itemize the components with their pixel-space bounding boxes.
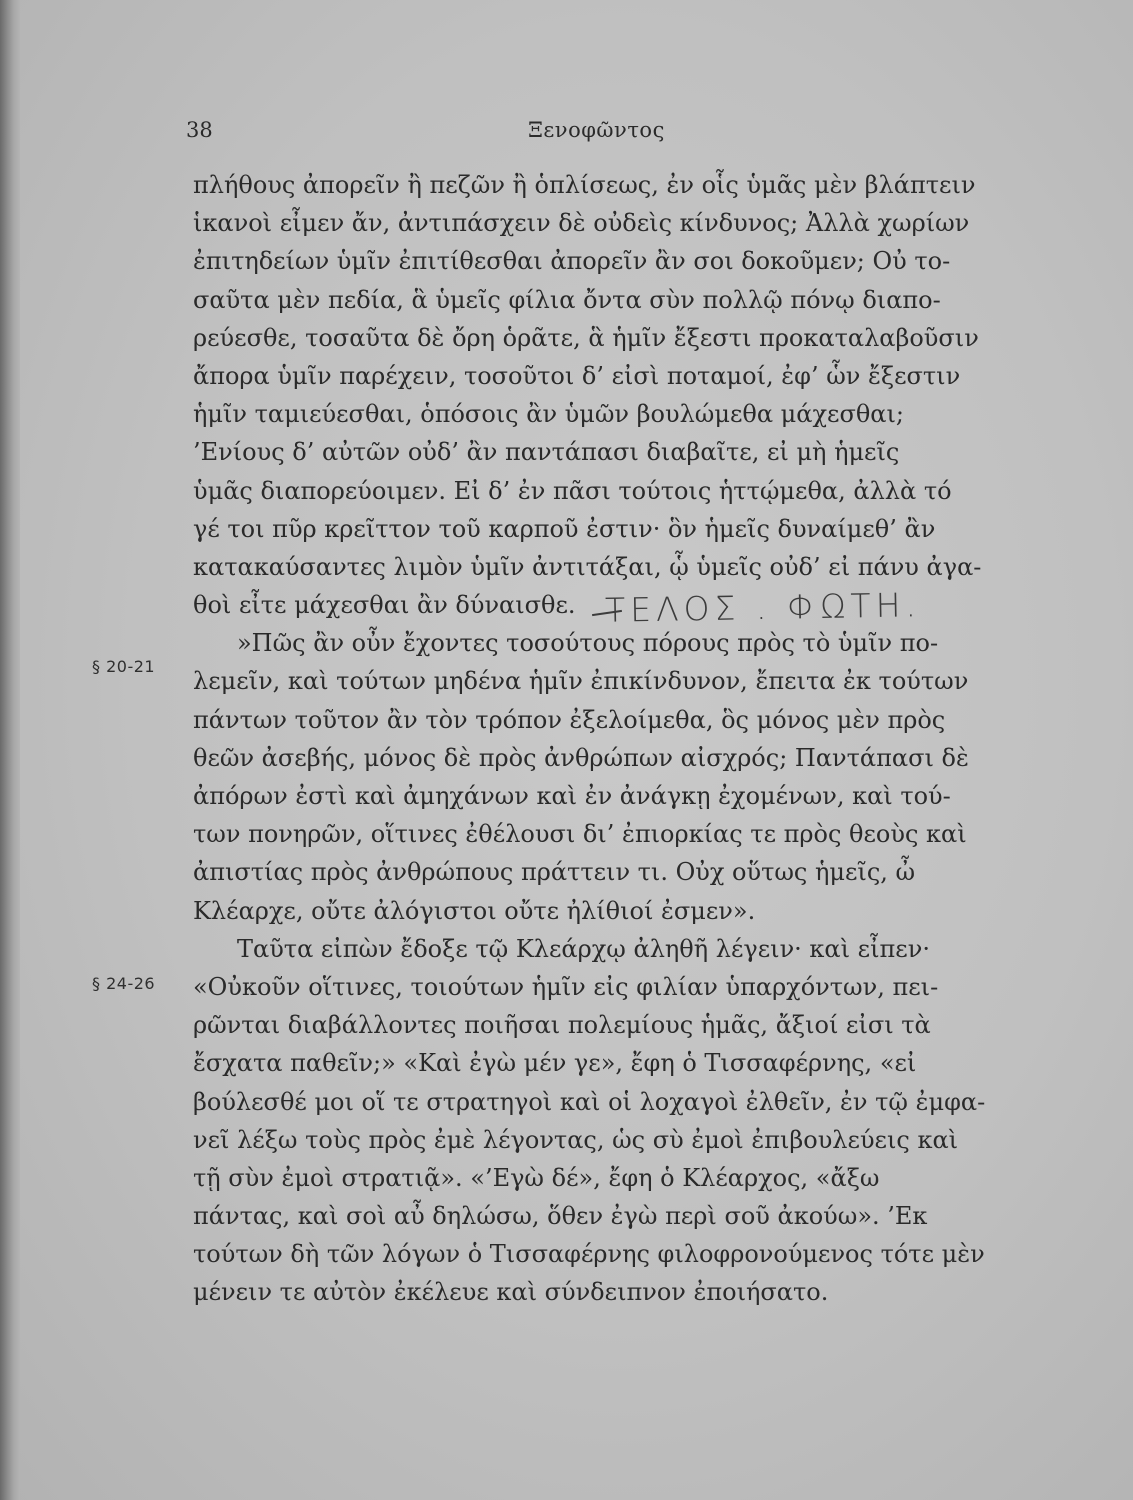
text-line: των πονηρῶν, οἵτινες ἐθέλουσι δι’ ἐπιορκίας τε πρὸς θεοὺς καὶ <box>193 820 967 849</box>
text-line: Κλέαρχε, οὔτε ἀλόγιστοι οὔτε ἠλίθιοί ἐσμεν». <box>193 896 756 925</box>
running-head-title: Ξενοφῶντος <box>528 118 665 142</box>
text-line: πάντας, καὶ σοὶ αὖ δηλώσω, ὅθεν ἐγὼ περὶ σοῦ ἀκούω». ’Εκ <box>193 1202 928 1231</box>
text-line: τῇ σὺν ἐμοὶ στρατιᾷ». «’Εγὼ δέ», ἔφη ὁ Κλέαρχος, «ἄξω <box>193 1163 880 1192</box>
text-line: γέ τοι πῦρ κρεῖττον τοῦ καρποῦ ἐστιν· ὃν ἡμεῖς δυναίμεθ’ ἂν <box>193 514 936 543</box>
text-line: λεμεῖν, καὶ τούτων μηδένα ἡμῖν ἐπικίνδυνον, ἔπειτα ἐκ τούτων <box>193 667 969 696</box>
paragraph-first-line: Ταῦτα εἰπὼν ἔδοξε τῷ Κλεάρχῳ ἀληθῆ λέγειν· καὶ εἶπεν· <box>237 934 930 963</box>
text-line: πάντων τοῦτον ἂν τὸν τρόπον ἐξελοίμεθα, ὃς μόνος μὲν πρὸς <box>193 705 946 734</box>
text-line: βούλεσθέ μοι οἵ τε στρατηγοὶ καὶ οἱ λοχαγοὶ ἐλθεῖν, ἐν τῷ ἐμφα- <box>193 1087 986 1116</box>
text-line: ἡμῖν ταμιεύεσθαι, ὁπόσοις ἂν ὑμῶν βουλώμεθα μάχεσθαι; <box>193 400 904 429</box>
margin-note-section-24-26: § 24-26 <box>92 974 156 993</box>
text-line: ἐπιτηδείων ὑμῖν ἐπιτίθεσθαι ἀπορεῖν ἂν σοι δοκοῦμεν; Οὐ το- <box>193 247 951 276</box>
text-line: ρεύεσθε, τοσαῦτα δὲ ὄρη ὁρᾶτε, ἃ ἡμῖν ἔξεστι προκαταλαβοῦσιν <box>193 323 979 352</box>
text-line: ’Ενίους δ’ αὐτῶν οὐδ’ ἂν παντάπασι διαβαῖτε, εἰ μὴ ἡμεῖς <box>193 438 900 467</box>
page-number: 38 <box>186 118 213 142</box>
text-line: θεῶν ἀσεβής, μόνος δὲ πρὸς ἀνθρώπων αἰσχρός; Παντάπασι δὲ <box>193 743 969 772</box>
text-line: ὑμᾶς διαπορεύοιμεν. Εἰ δ’ ἐν πᾶσι τούτοις ἡττῴμεθα, ἀλλὰ τό <box>193 476 952 505</box>
text-line: ἱκανοὶ εἶμεν ἄν, ἀντιπάσχειν δὲ οὐδεὶς κίνδυνος; Ἀλλὰ χωρίων <box>193 209 970 238</box>
text-line: ἔσχατα παθεῖν;» «Καὶ ἐγὼ μέν γε», ἔφη ὁ Τισσαφέρνης, «εἰ <box>193 1049 917 1078</box>
text-line: πλήθους ἀπορεῖν ἢ πεζῶν ἢ ὁπλίσεως, ἐν οἷς ὑμᾶς μὲν βλάπτειν <box>193 171 976 199</box>
text-line: νεῖ λέξω τοὺς πρὸς ἐμὲ λέγοντας, ὡς σὺ ἐμοὶ ἐπιβουλεύεις καὶ <box>193 1125 959 1154</box>
text-line: ἀπόρων ἐστὶ καὶ ἀμηχάνων καὶ ἐν ἀνάγκῃ ἐχομένων, καὶ τού- <box>193 782 951 810</box>
main-text <box>193 166 1133 1312</box>
text-line: κατακαύσαντες λιμὸν ὑμῖν ἀντιτάξαι, ᾧ ὑμεῖς οὐδ’ εἰ πάνυ ἀγα- <box>193 552 982 581</box>
text-line: «Οὐκοῦν οἵτινες, τοιούτων ἡμῖν εἰς φιλίαν ὑπαρχόντων, πει- <box>193 972 939 1001</box>
text-line: μένειν τε αὐτὸν ἐκέλευε καὶ σύνδειπνον ἐποιήσατο. <box>193 1278 829 1307</box>
paragraph-first-line: »Πῶς ἂν οὖν ἔχοντες τοσούτους πόρους πρὸς τὸ ὑμῖν πο- <box>237 629 939 658</box>
text-line: ἀπιστίας πρὸς ἀνθρώπους πράττειν τι. Οὐχ οὕτως ἡμεῖς, ὦ <box>193 858 916 887</box>
text-line: σαῦτα μὲν πεδία, ἃ ὑμεῖς φίλια ὄντα σὺν πολλῷ πόνῳ διαπο- <box>193 285 941 314</box>
margin-note-section-20-21: § 20-21 <box>92 657 156 676</box>
text-line: θοὶ εἶτε μάχεσθαι ἂν δύναισθε. <box>193 591 576 620</box>
text-line: ρῶνται διαβάλλοντες ποιῆσαι πολεμίους ἡμᾶς, ἄξιοί εἰσι τὰ <box>193 1011 931 1040</box>
text-line: ἄπορα ὑμῖν παρέχειν, τοσοῦτοι δ’ εἰσὶ ποταμοί, ἐφ’ ὧν ἔξεστιν <box>193 361 961 390</box>
text-line: τούτων δὴ τῶν λόγων ὁ Τισσαφέρνης φιλοφρονούμενος τότε μὲν <box>193 1240 985 1269</box>
page-gutter-shadow <box>0 0 20 1500</box>
handwritten-annotation: ΤΕΛΟΣ . ΦΩΤΗ. <box>604 585 922 630</box>
